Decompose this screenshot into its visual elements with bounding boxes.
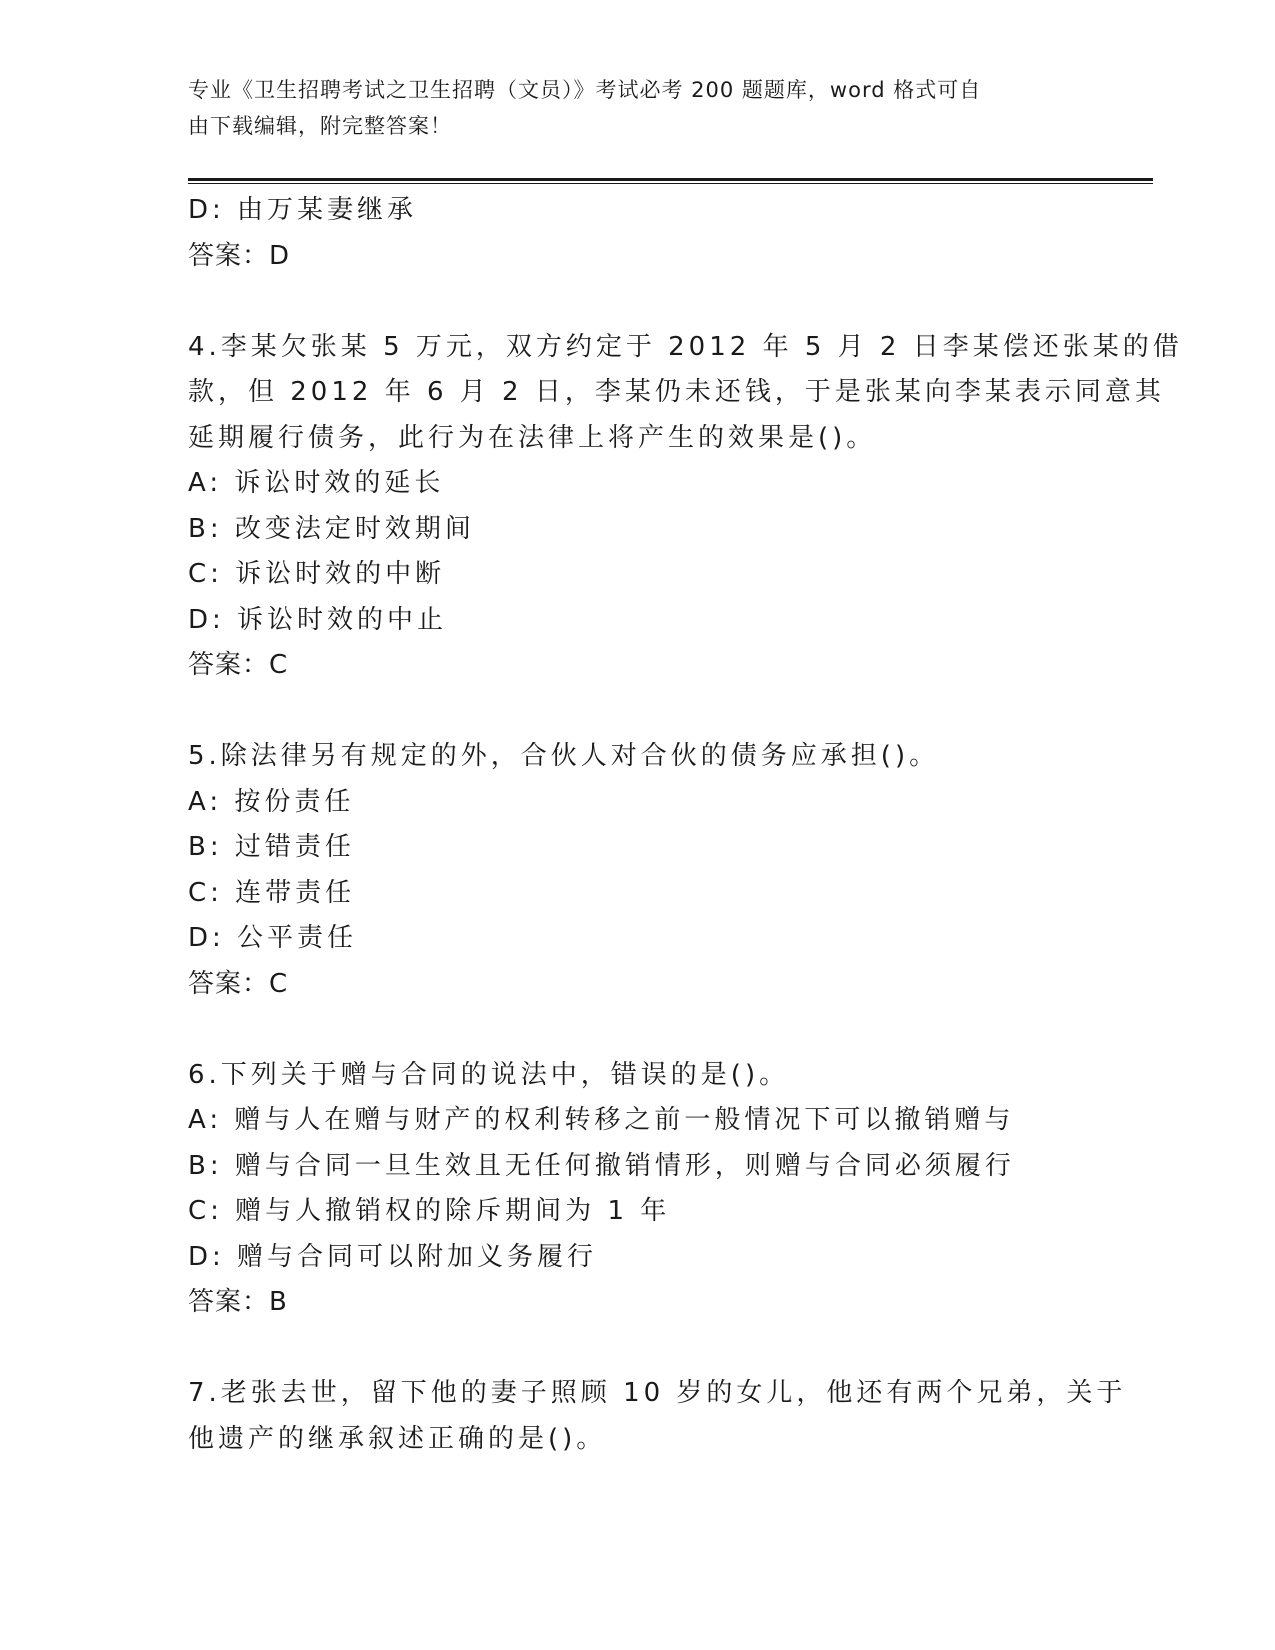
q5-stem-line-1: 5.除法律另有规定的外，合伙人对合伙的债务应承担()。 [188, 741, 940, 771]
q6-option-a: A: 赠与人在赠与财产的权利转移之前一般情况下可以撤销赠与 [188, 1105, 1015, 1135]
q4-option-b: B: 改变法定时效期间 [188, 513, 475, 544]
q3-answer: 答案：D [188, 240, 291, 271]
header-rule-thick [188, 178, 1153, 181]
q4-answer: 答案：C [188, 650, 289, 680]
q6-option-d: D: 赠与合同可以附加义务履行 [188, 1241, 598, 1272]
header-line-2: 由下载编辑，附完整答案！ [188, 114, 452, 138]
q6-option-b: B: 赠与合同一旦生效且无任何撤销情形，则赠与合同必须履行 [188, 1150, 1015, 1181]
question-list [188, 188, 1183, 1462]
q3-option-d: D: 由万某妻继承 [188, 195, 418, 225]
page-header [188, 72, 1088, 144]
q6-option-c: C: 赠与人撤销权的除斥期间为 1 年 [188, 1196, 671, 1226]
q7-stem-line-1: 7.老张去世，留下他的妻子照顾 10 岁的女儿，他还有两个兄弟，关于 [188, 1378, 1127, 1408]
q7-stem-line-2: 他遗产的继承叙述正确的是()。 [188, 1423, 607, 1454]
q5-option-d: D: 公平责任 [188, 923, 358, 953]
q5-option-c: C: 连带责任 [188, 877, 356, 908]
q4-stem-line-2: 款，但 2012 年 6 月 2 日，李某仍未还钱，于是张某向李某表示同意其 [188, 377, 1165, 407]
spacer [188, 1326, 1088, 1372]
q4-option-a: A: 诉讼时效的延长 [188, 468, 445, 498]
q5-option-b: B: 过错责任 [188, 832, 355, 862]
q4-option-c: C: 诉讼时效的中断 [188, 559, 446, 589]
q6-answer: 答案：B [188, 1287, 288, 1317]
q4-option-d: D: 诉讼时效的中止 [188, 604, 448, 635]
spacer [188, 279, 1088, 325]
q5-option-a: A: 按份责任 [188, 786, 355, 817]
spacer [188, 1007, 1088, 1053]
q5-answer: 答案：C [188, 968, 289, 999]
q6-stem-line-1: 6.下列关于赠与合同的说法中，错误的是()。 [188, 1059, 790, 1090]
q4-stem-line-3: 延期履行债务，此行为在法律上将产生的效果是()。 [188, 422, 877, 453]
header-line-1: 专业《卫生招聘考试之卫生招聘（文员）》考试必考 200 题题库，word 格式可自 [188, 78, 982, 102]
spacer [188, 689, 1088, 735]
header-rule-thin [188, 183, 1153, 184]
q4-stem-line-1: 4.李某欠张某 5 万元，双方约定于 2012 年 5 月 2 日李某偿还张某的借 [188, 331, 1183, 362]
